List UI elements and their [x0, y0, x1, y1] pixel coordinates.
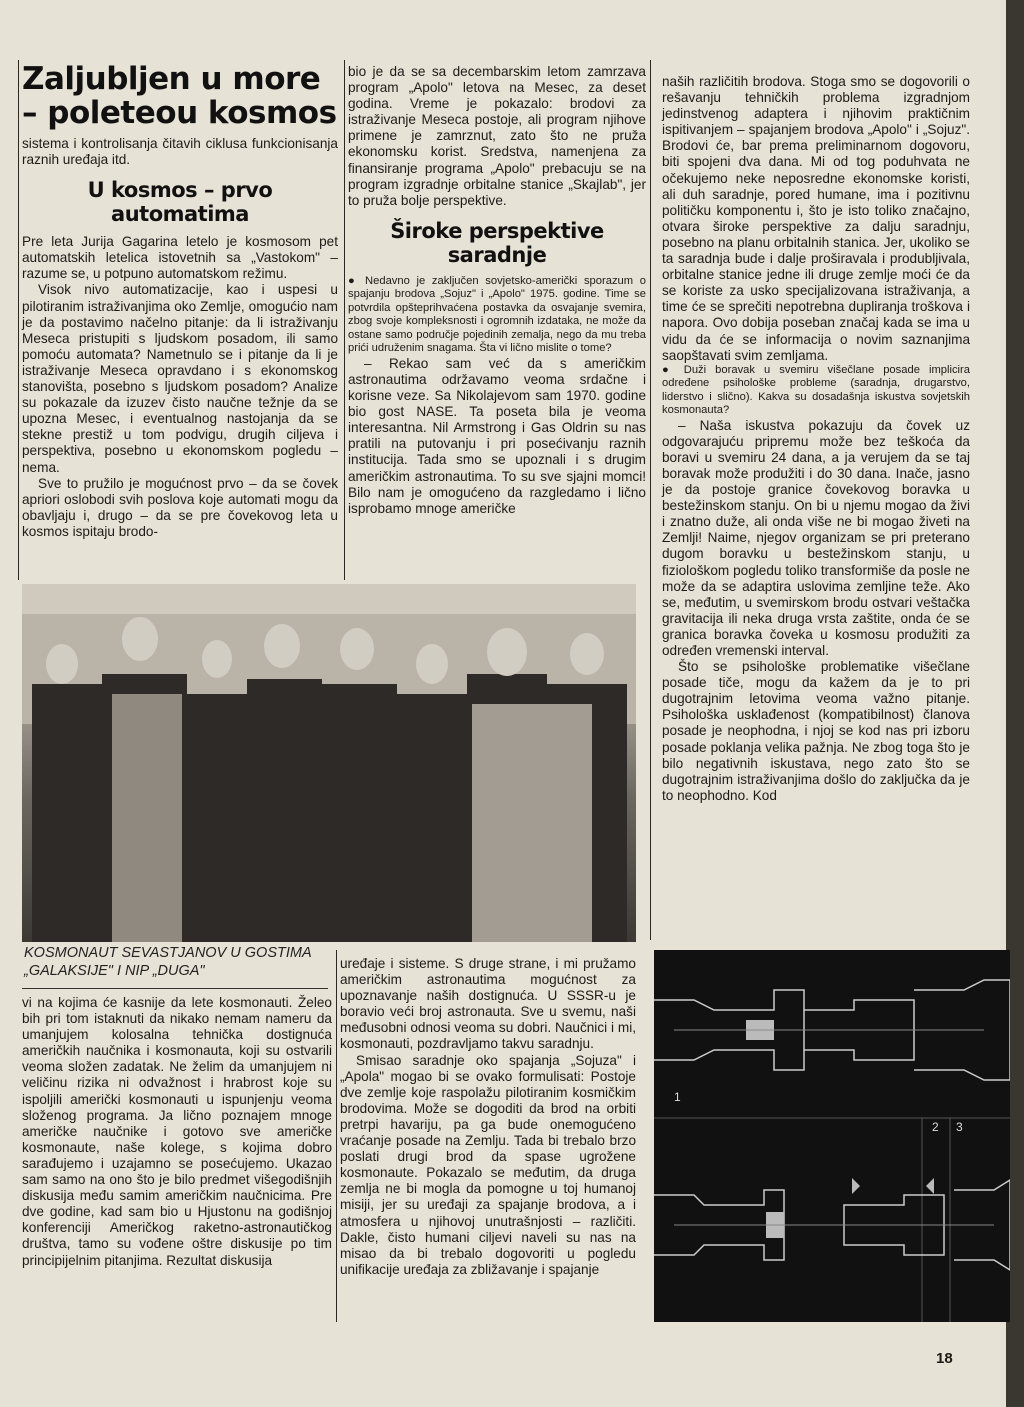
paragraph: vi na kojima će kasnije da lete kosmonauti. Želeo bih pri tom istaknuti da nikako nemam nameru da umanjujem kolosalna tehnička dostignuća američkih naučnika i kosmonauta, koji su ostvarili veoma složen zadatak. Ne želim da umanjujem ni veličinu rizika ni odvažnost i hrabrost koje su ispoljili američki kosmonauti u ispunjenju veoma složenog programa. Ja lično poznajem mnoge američke naučnike i gotovo sve američke kosmonaute, naše kolege, s kojima dobro sarađujemo i uzajamno se posećujemo. Ukazao sam samo na ono što je bilo predmet višegodišnjih diskusija među samim američkim naučnicima. Pre dve godine, kad sam bio u Hjustonu na godišnjoj konferenciji Američkog raketno-astronautičkog društva, tamo su vođene oštre diskusije po tim principijelnim pitanjima. Rezultat diskusija [22, 995, 332, 1268]
paragraph: Pre leta Jurija Gagarina letelo je kosmosom pet automatskih letelica istovetnih sa „Vastokom" – razume se, u potpuno automatskom režimu. [22, 234, 338, 282]
docking-diagram [654, 950, 1010, 1322]
paragraph: bio je da se sa decembarskim letom zamrzava program „Apolo" letova na Mesec, za deset godina. Vreme je pokazalo: brodovi za istraživanje Meseca postoje, ali program njihove primene je zamrznut, zato što ne pruža ekonomsku korist. Sredstva, namenjena za finansiranje programa „Apolo" prebacuju se na program izgradnje orbitalne stanice „Skajlab", jer to pruža bolje perspektive. [348, 64, 646, 208]
column-rule [336, 950, 337, 1322]
interview-question: ● Duži boravak u svemiru višečlane posade implicira određene psihološke probleme (saradnja, drugarstvo, liderstvo i slično). Kakva su dosadašnja iskustva sovjetskih kosmonauta? [662, 363, 970, 417]
subheading-2: Široke perspektive saradnje [390, 218, 604, 267]
column-2-bottom [340, 956, 636, 1278]
page-number: 18 [936, 1350, 953, 1367]
paragraph: naših različitih brodova. Stoga smo se dogovorili o rešavanju tehničkih problema izgradnjom jedinstvenog adaptera i njihovim praktičnim ispitivanjem – spajanjem brodova „Apolo" i „Sojuz". Brodovi će, bar prema preliminarnom dogovoru, biti spojeni dva dana. Mi od tog poduhvata ne očekujemo neke neposredne ekonomske koristi, ali duh saradnje, pored humane, ima i pozitivnu političku komponentu i, što je isto toliko značajno, otvara široke perspektive za dalju saradnju, posebno na planu orbitalnih stanica. Jer, ukoliko se ta saradnja bude i dalje proširavala i produbljivala, orbitalne stanice jedne ili druge zemlje moći će da se koriste za usko specijalizovana istraživanja, a time će se sprečiti nepotrebna dupliranja troškova i napora. Ovo dobija poseban značaj kada se ima u vidu da će se informacija o novim saznanjima saopštavati svim zemljama. [662, 74, 970, 363]
caption-underline [22, 988, 328, 989]
paragraph: Sve to pružilo je mogućnost prvo – da se čovek apriori oslobodi svih poslova koje automati mogu da obavljaju i, drugo – da se pre čovekovog leta u kosmos ispitaju brodo- [22, 475, 338, 539]
group-photo [22, 584, 636, 942]
group-photo-illustration [22, 584, 636, 942]
subheading-1: U kosmos – prvo automatima [87, 178, 273, 227]
column-1-bottom [22, 995, 332, 1269]
column-rule [344, 60, 345, 580]
column-3 [662, 74, 970, 804]
column-1-top [22, 136, 338, 540]
diagram-label-2: 2 [932, 1120, 939, 1134]
column-rule [18, 60, 19, 580]
column-2-top [348, 64, 646, 517]
paragraph: Visok nivo automatizacije, kao i uspesi u pilotiranim istraživanjima oko Zemlje, omogućio nam je da postavimo načelno pitanje: da li istraživanju Meseca pristupiti s ljudskom posadom, ili samo pomoću automata? Nametnulo se i pitanje da li je istraživanje Meseca opravdano i s ekonomskog stanovišta, posebno s ljudskom posadom? Analize su pokazale da izuzev čisto naučne težnje da se upozna Mesec, i eventualnog nastojanja da se stekne prestiž u tom podvigu, drugih ciljeva i perspektiva, posebno u ekonomskom pogledu – nema. [22, 282, 338, 475]
diagram-label-1: 1 [674, 1090, 681, 1104]
paragraph: – Naša iskustva pokazuju da čovek uz odgovarajuću pripremu može bez teškoća da boravi u svemiru 24 dana, a ja verujem da se taj boravak može produžiti i do 30 dana. Inače, jasno je da postoje granice čovekovog boravka u bestežinskom stanju. On bi u njemu mogao da živi i znatno duže, ali onda više ne bi mogao živeti na Zemlji! Naime, njegov organizam se pri preterano dugom boravku u bestežinskom stanju, u fiziološkom pogledu toliko transformiše da posle ne može da se adaptira uslovima zemljine teže. Ako se, međutim, u svemirskom brodu ostvari veštačka gravitacija ili neka druga vrsta zaštite, onda će se granica boravka čoveka u kosmosu produžiti za određen vremenski interval. [662, 417, 970, 658]
docking-illustration [654, 950, 1010, 1322]
intro-text: sistema i kontrolisanja čitavih ciklusa funkcionisanja raznih uređaja itd. [22, 136, 338, 168]
paragraph: uređaje i sisteme. S druge strane, i mi pružamo američkim astronautima mogućnost za upoznavanje naših dostignuća. U SSSR-u je boravio veći broj astronauta. Sve u svemu, naši međusobni odnosi veoma su dobri. Naučnici i mi, kosmonauti, pozdravljamo takvu saradnju. [340, 956, 636, 1052]
interview-question: ● Nedavno je zaključen sovjetsko-američki sporazum o spajanju brodova „Sojuz" i „Apolo" 1975. godine. Time se potvrdila opšteprihvaćena postavka da osvajanje svemira, zbog svoje kompleksnosti i ogromnih izdataka, ne može da ostane samo područje pojedinih zemalja, nego da mu treba prići udruženim snagama. Šta vi lično mislite o tome? [348, 274, 646, 355]
diagram-label-3: 3 [956, 1120, 963, 1134]
column-rule [650, 60, 651, 940]
paragraph: – Rekao sam već da s američkim astronautima održavamo veoma srdačne i korisne veze. Sa Nikolajevom sam 1970. godine bio gost NASE. Ta poseta bila je veoma interesantna. Nil Armstrong i Gas Oldrin su nas pratili na putovanju i pri posećivanju raznih institucija. Tada smo se upoznali i s drugim američkim astronautima. To su sve sjajni momci! Bilo nam je omogućeno da razgledamo i lično isprobamo mnoge američke [348, 355, 646, 516]
article-title: Zaljubljen u more – poleteou kosmos [22, 61, 337, 131]
photo-caption: KOSMONAUT SEVASTJANOV U GOSTIMA „GALAKSIJE" I NIP „DUGA" [24, 945, 312, 979]
paragraph: Što se psihološke problematike višečlane posade tiče, mogu da kažem da je to pri dugotrajnim letovima veoma važno pitanje. Psihološka usklađenost (kompatibilnost) članova posade je neophodna, i njoj se kod nas pri izboru posade poklanja velika pažnja. Ne zbog toga što je bilo negativnih iskustava, nego zato što se dugotrajnim istraživanjima došlo do zaključka da je to neophodno. Kod [662, 659, 970, 803]
paragraph: Smisao saradnje oko spajanja „Sojuza" i „Apola" mogao bi se ovako formulisati: Postoje dve zemlje koje raspolažu pilotiranim kosmičkim brodovima. Može se dogoditi da brod na orbiti pretrpi havariju, pa ga bude onemogućeno vraćanje posade na Zemlju. Tada bi trebalo brzo poslati drugi brod da spase ugrožene kosmonaute. Pokazalo se međutim, da druga zemlja ne bi mogla da pomogne u toj humanoj misiji, jer su uređaji za spajanje brodova, a i atmosfera u njihovoj unutrašnjosti – različiti. Dakle, čisto humani ciljevi naveli su nas na misao da bi trebalo dogovoriti u pogledu unifikacije uređaja za zbližavanje i spajanje [340, 1052, 636, 1277]
